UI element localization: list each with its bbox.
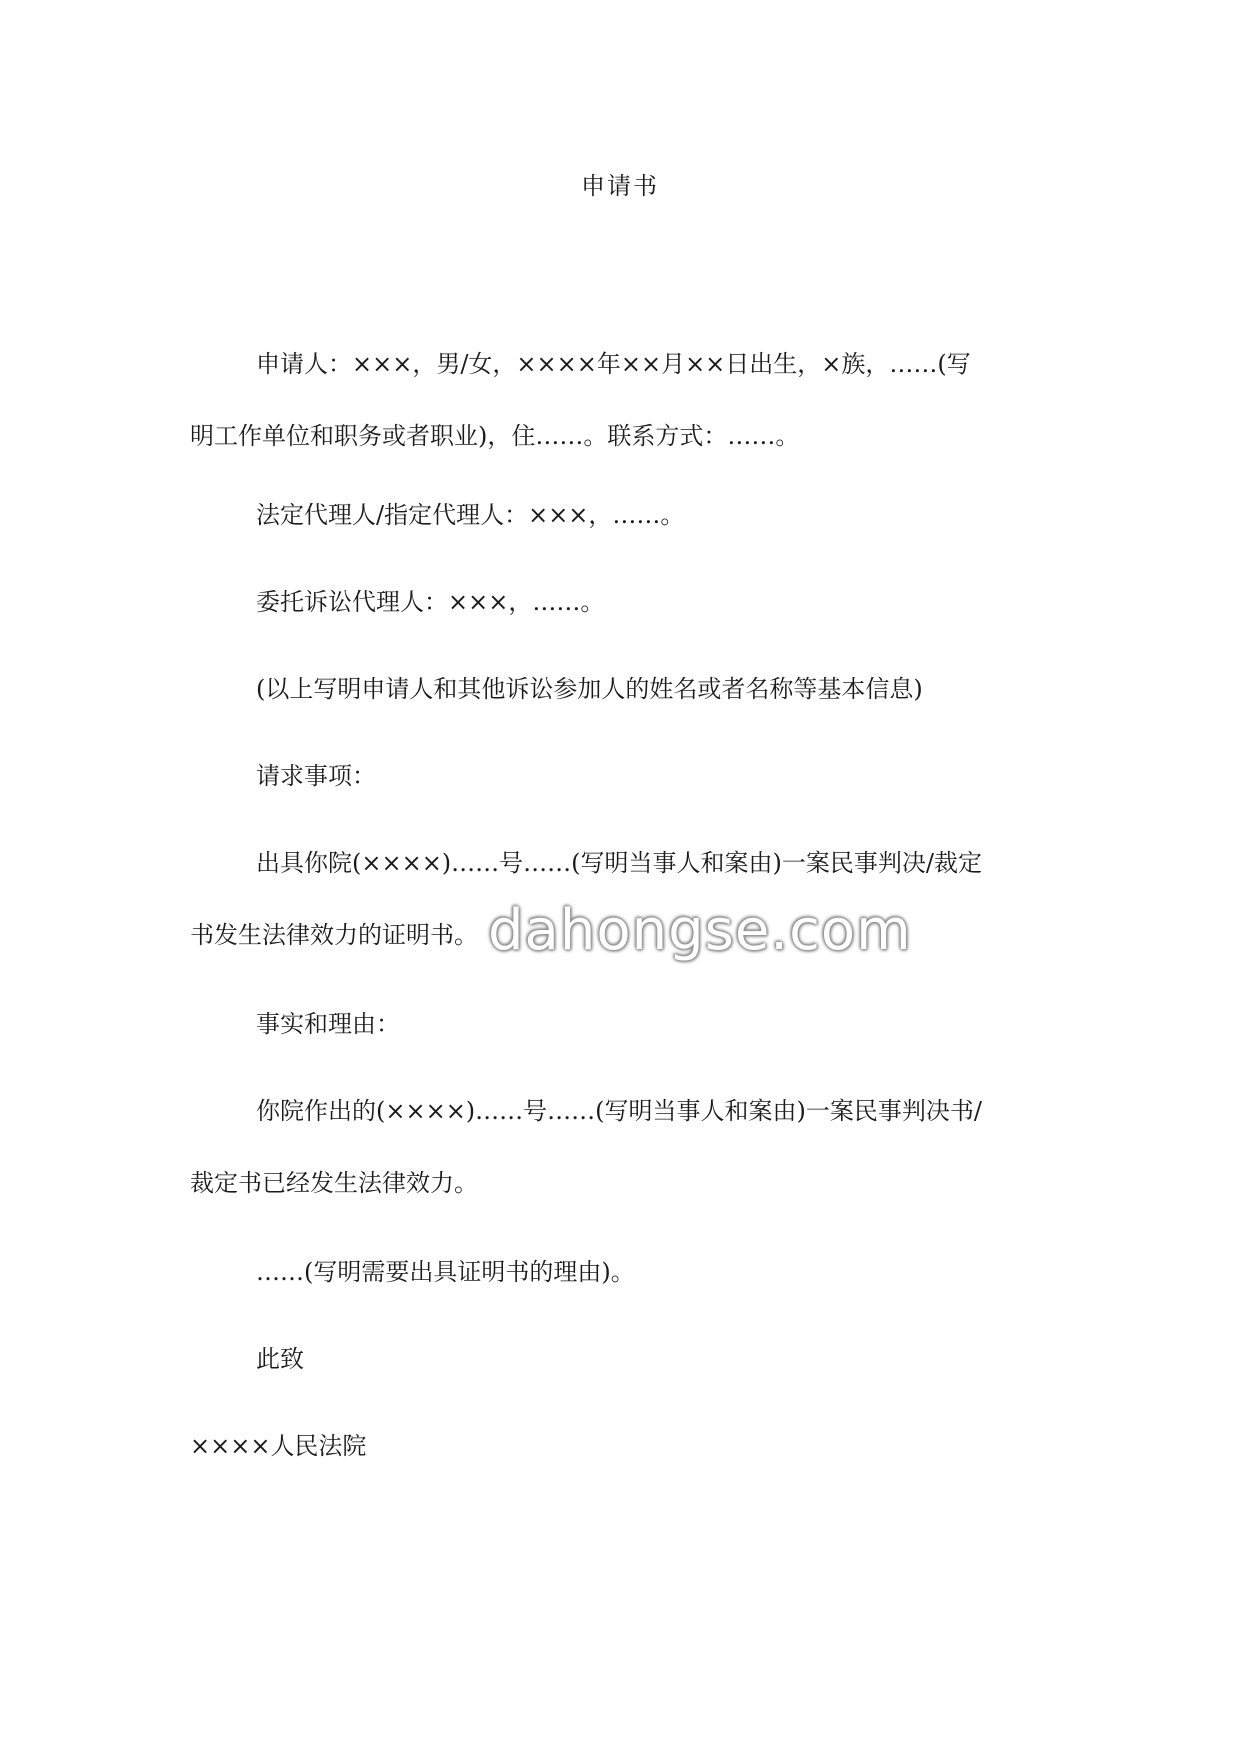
closing-line: 此致 (256, 1345, 304, 1373)
document-title: 申请书 (581, 172, 659, 200)
legal-agent-line: 法定代理人/指定代理人：×××，……。 (256, 501, 685, 529)
site-watermark: dahongse.com (488, 898, 912, 963)
parties-note-line: (以上写明申请人和其他诉讼参加人的姓名或者名称等基本信息) (256, 675, 923, 703)
facts-line-2: 裁定书已经发生法律效力。 (190, 1169, 478, 1197)
applicant-line-1: 申请人：×××，男/女，××××年××月××日出生，×族，……(写 (256, 350, 971, 378)
request-line-1: 出具你院(××××)……号……(写明当事人和案由)一案民事判决/裁定 (256, 849, 982, 877)
facts-line-1: 你院作出的(××××)……号……(写明当事人和案由)一案民事判决书/ (256, 1097, 982, 1125)
applicant-line-2: 明工作单位和职务或者职业)，住……。联系方式：……。 (190, 422, 800, 450)
reason-note-line: ……(写明需要出具证明书的理由)。 (256, 1258, 635, 1286)
request-heading: 请求事项： (256, 762, 376, 790)
request-line-2: 书发生法律效力的证明书。 (190, 921, 478, 949)
court-name-line: ××××人民法院 (190, 1432, 367, 1460)
entrusted-agent-line: 委托诉讼代理人：×××，……。 (256, 588, 605, 616)
facts-heading: 事实和理由： (256, 1010, 400, 1038)
